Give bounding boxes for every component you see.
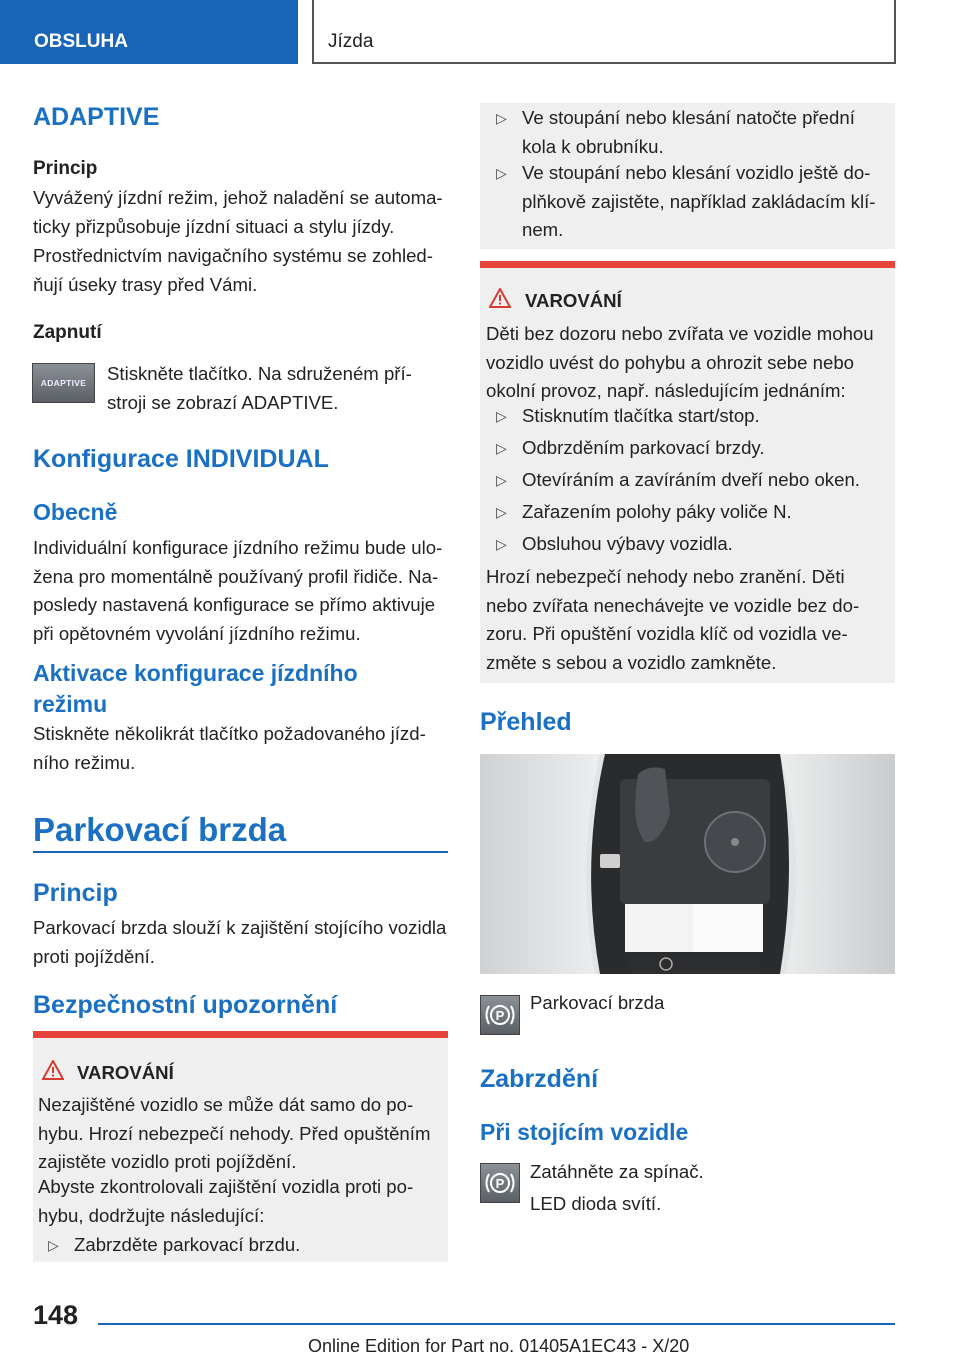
section-tab: OBSLUHA (0, 0, 298, 64)
adaptive-paragraph-2: Prostřednictvím navigačního systému se zohled- ňují úseky trasy před Vámi. (33, 245, 433, 295)
safety-heading: Bezpečnostní upozornění (33, 991, 338, 1019)
list-item: ▷ Ve stoupání nebo klesání natočte přední kola k obrubníku. (496, 104, 886, 162)
list-item: ▷ Otevíráním a zavíráním dveří nebo oken. (496, 466, 886, 496)
obecne-heading: Obecně (33, 499, 118, 525)
warning-bar (33, 1031, 448, 1038)
edition-text: Online Edition for Part no. 01405A1EC43 - X/20 (308, 1336, 690, 1356)
aktivace-heading: Aktivace konfigurace jízdního režimu (33, 660, 358, 717)
bullet-triangle-icon: ▷ (496, 110, 507, 126)
adaptive-paragraph-1: Vyvážený jízdní režim, jehož naladění se automa- ticky přizpůsobuje jízdní situaci a stylu jízdy. (33, 187, 443, 237)
warning-conclusion: Hrozí nebezpečí nehody nebo zranění. Děti nebo zvířata nenechávejte ve vozidle bez do- zoru. Při opuštění vozidla klíč od vozidla ve- změte s sebou a vozidlo zamkněte. (486, 566, 860, 673)
zapnuti-subheading: Zapnutí (33, 322, 102, 343)
warning-bar (480, 261, 895, 268)
zapnuti-text: Stiskněte tlačítko. Na sdruženém pří- stroji se zobrazí ADAPTIVE. (107, 363, 412, 413)
warning-title: VAROVÁNÍ (525, 290, 622, 311)
photo-caption: Parkovací brzda (530, 992, 665, 1013)
page-number: 148 (33, 1300, 79, 1330)
warning-triangle-icon (489, 288, 511, 308)
stojicim-heading: Při stojícím vozidle (480, 1119, 689, 1145)
list-item: ▷ Obsluhou výbavy vozidla. (496, 530, 886, 560)
parking-brake-heading: Parkovací brzda (33, 811, 287, 848)
list-item: ▷ Zabrzděte parkovací brzdu. (48, 1231, 438, 1261)
bullet-triangle-icon: ▷ (496, 440, 507, 456)
bullet-triangle-icon: ▷ (496, 504, 507, 520)
zabrzdeni-heading: Zabrzdění (480, 1065, 599, 1093)
warning-text: Nezajištěné vozidlo se může dát samo do po- hybu. Hrozí nebezpečí nehody. Před opuštěním zajistěte vozidlo proti pojíždění. (38, 1094, 431, 1172)
parking-brake-icon (480, 995, 520, 1035)
config-heading: Konfigurace INDIVIDUAL (33, 445, 329, 473)
prehled-heading: Přehled (480, 708, 572, 736)
list-item: ▷ Zařazením polohy páky voliče N. (496, 498, 886, 528)
parking-brake-switch-icon (480, 1163, 520, 1203)
svg-text:P: P (495, 1008, 505, 1023)
console-photo (480, 754, 895, 974)
aktivace-paragraph: Stiskněte několikrát tlačítko požadovaného jízd- ního režimu. (33, 723, 426, 773)
gear-selector-illustration (480, 754, 895, 974)
heading-rule (33, 851, 448, 853)
chapter-title: Jízda (312, 0, 896, 64)
svg-text:P: P (495, 1176, 505, 1191)
bullet-triangle-icon: ▷ (496, 408, 507, 424)
footer-rule (98, 1323, 895, 1325)
adaptive-heading: ADAPTIVE (33, 103, 160, 131)
list-item: ▷ Stisknutím tlačítka start/stop. (496, 402, 886, 432)
princip2-heading: Princip (33, 879, 118, 907)
warning-title: VAROVÁNÍ (77, 1062, 174, 1083)
list-item: ▷ Odbrzděním parkovací brzdy. (496, 434, 886, 464)
adaptive-button-icon: ADAPTIVE (32, 363, 95, 403)
obecne-paragraph: Individuální konfigurace jízdního režimu bude ulo- žena pro momentálně používaný profil řidiče. Na- posledy nastavená konfigurace se přímo aktivuje při opětovném vyvolání jízdního režimu. (33, 537, 443, 644)
bullet-triangle-icon: ▷ (496, 165, 507, 181)
warning-text: Děti bez dozoru nebo zvířata ve vozidle mohou vozidlo uvést do pohybu a ohrozit sebe nebo okolní provoz, např. následujícím jednáním: (486, 323, 874, 401)
step-text: Zatáhněte za spínač. LED dioda svítí. (530, 1161, 704, 1214)
warning-text-2: Abyste zkontrolovali zajištění vozidla proti po- hybu, dodržujte následující: (38, 1176, 414, 1226)
princip2-paragraph: Parkovací brzda slouží k zajištění stojícího vozidla proti pojíždění. (33, 917, 447, 967)
bullet-triangle-icon: ▷ (496, 472, 507, 488)
list-item: ▷ Ve stoupání nebo klesání vozidlo ještě do- plňkově zajistěte, například zakládacím klí- nem. (496, 159, 886, 247)
bullet-triangle-icon: ▷ (48, 1237, 59, 1253)
princip-subheading: Princip (33, 158, 98, 179)
bullet-triangle-icon: ▷ (496, 536, 507, 552)
warning-triangle-icon (42, 1060, 64, 1080)
